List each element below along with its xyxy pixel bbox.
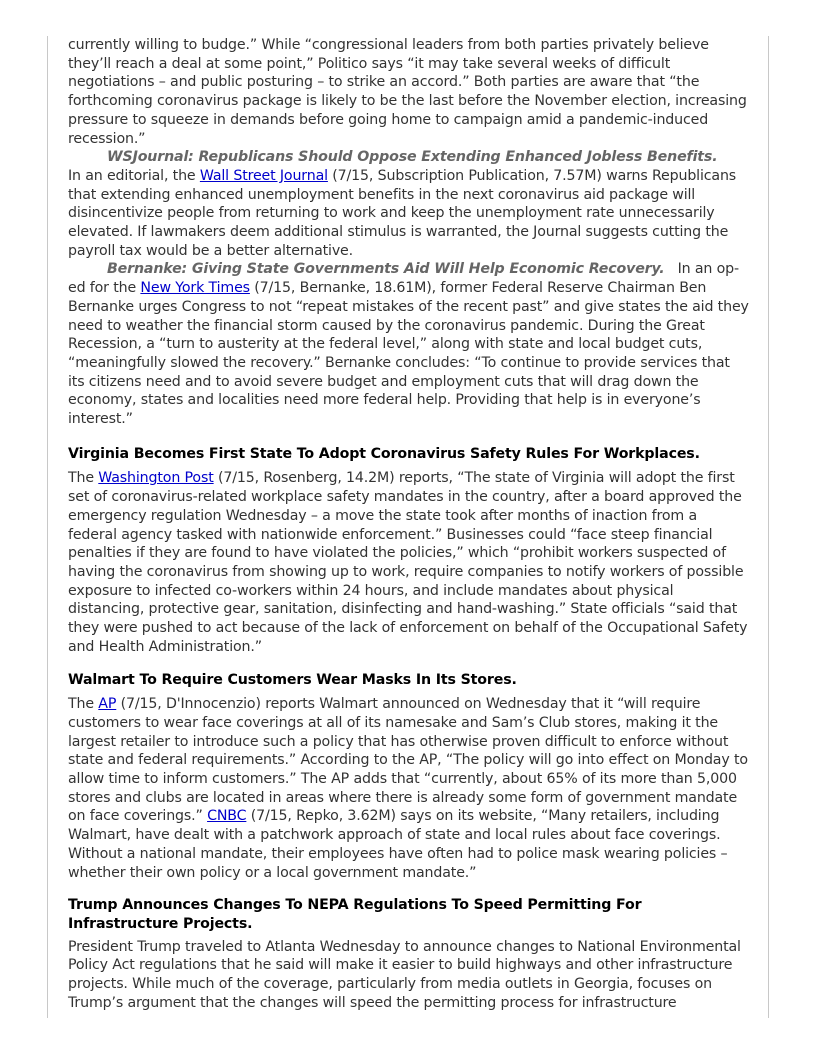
ap-link[interactable]: AP xyxy=(98,696,117,713)
virginia-post: (7/15, Rosenberg, 14.2M) reports, “The state of Virginia will adopt the first set of coronavirus-related workplace safety mandates in the country, after a board approved the emergency regulation Wednesday – a move the state took after months of inaction from a federal agency tasked with nationwide enforcement.” Businesses could “face steep financial penalties if they are found to have violated the policies,” which “prohibit workers suspected of having the coronavirus from showing up to work, require companies to notify workers of possible exposure to infected co-workers within 24 hours, and include mandates about physical distancing, protective gear, sanitation, disinfecting and hand-washing.” State officials “said that they were pushed to act because of the lack of enforcement on behalf of the Occupational Safety and Health Administration.” xyxy=(68,470,748,655)
wsj-post: (7/15, Subscription Publication, 7.57M) warns Republicans that extending enhanced unemployment benefits in the next coronavirus aid package will disincentivize people from returning to work and keep the unemployment rate unnecessarily elevated. If lawmakers deem additional stimulus is warranted, the Journal suggests cutting the payroll tax would be a better alternative. xyxy=(68,167,737,259)
walmart-paragraph xyxy=(68,695,750,882)
walmart-pre: The xyxy=(68,696,99,713)
bernanke-pre: In an op-ed for the xyxy=(68,261,739,297)
wsj-subhead: WSJournal: Republicans Should Oppose Extending Enhanced Jobless Benefits. xyxy=(107,149,718,166)
virginia-pre: The xyxy=(68,470,99,487)
nyt-link[interactable]: New York Times xyxy=(140,280,250,297)
bernanke-paragraph xyxy=(68,260,750,428)
wsj-pre: In an editorial, the xyxy=(68,167,200,184)
trump-headline: Trump Announces Changes To NEPA Regulations To Speed Permitting For Infrastructure Projects. xyxy=(68,897,642,932)
virginia-headline: Virginia Becomes First State To Adopt Coronavirus Safety Rules For Workplaces. xyxy=(68,445,700,462)
walmart-post: (7/15, Repko, 3.62M) says on its website, “Many retailers, including Walmart, have dealt with a patchwork approach of state and local rules about face coverings. Without a national mandate, their employees have often had to police mask wearing policies – whether their own policy or a local government mandate.” xyxy=(68,808,728,881)
virginia-paragraph xyxy=(68,469,750,656)
wsj-link[interactable]: Wall Street Journal xyxy=(199,167,328,184)
walmart-headline: Walmart To Require Customers Wear Masks In Its Stores. xyxy=(68,671,517,688)
document-body xyxy=(68,36,750,1012)
intro-paragraph: currently willing to budge.” While “congressional leaders from both parties privately believe they’ll reach a deal at some point,” Politico says “it may take several weeks of difficult negotiations – and public posturing – to strike an accord.” Both parties are aware that “the forthcoming coronavirus package is likely to be the last before the November election, increasing pressure to squeeze in demands before going home to campaign amid a pandemic-induced recession.” xyxy=(68,37,747,147)
walmart-mid: (7/15, D'Innocenzio) reports Walmart announced on Wednesday that it “will require customers to wear face coverings at all of its namesake and Sam’s Club stores, making it the largest retailer to introduce such a policy that has otherwise proven difficult to enforce without state and federal requirements.” According to the AP, “The policy will go into effect on Monday to allow time to inform customers.” The AP adds that “currently, about 65% of its more than 5,000 stores and clubs are located in areas where there is already some form of government mandate on face coverings.” xyxy=(68,696,748,825)
bernanke-post: (7/15, Bernanke, 18.61M), former Federal Reserve Chairman Ben Bernanke urges Congress to not “repeat mistakes of the recent past” and give states the aid they need to weather the financial storm caused by the coronavirus pandemic. During the Great Recession, a “turn to austerity at the federal level,” along with state and local budget cuts, “meaningfully slowed the recovery.” Bernanke concludes: “To continue to provide services that its citizens need and to avoid severe budget and employment cuts that will drag down the economy, states and localities need more federal help. Providing that help is in everyone’s interest.” xyxy=(68,280,749,428)
bernanke-subhead: Bernanke: Giving State Governments Aid Will Help Economic Recovery. xyxy=(107,261,665,278)
washington-post-link[interactable]: Washington Post xyxy=(98,470,214,487)
wsj-paragraph xyxy=(68,167,750,261)
cnbc-link[interactable]: CNBC xyxy=(207,808,247,825)
trump-paragraph: President Trump traveled to Atlanta Wednesday to announce changes to National Environmental Policy Act regulations that he said will make it easier to build highways and other infrastructure projects. While much of the coverage, particularly from media outlets in Georgia, focuses on Trump’s argument that the changes will speed the permitting process for infrastructure xyxy=(68,938,741,1011)
